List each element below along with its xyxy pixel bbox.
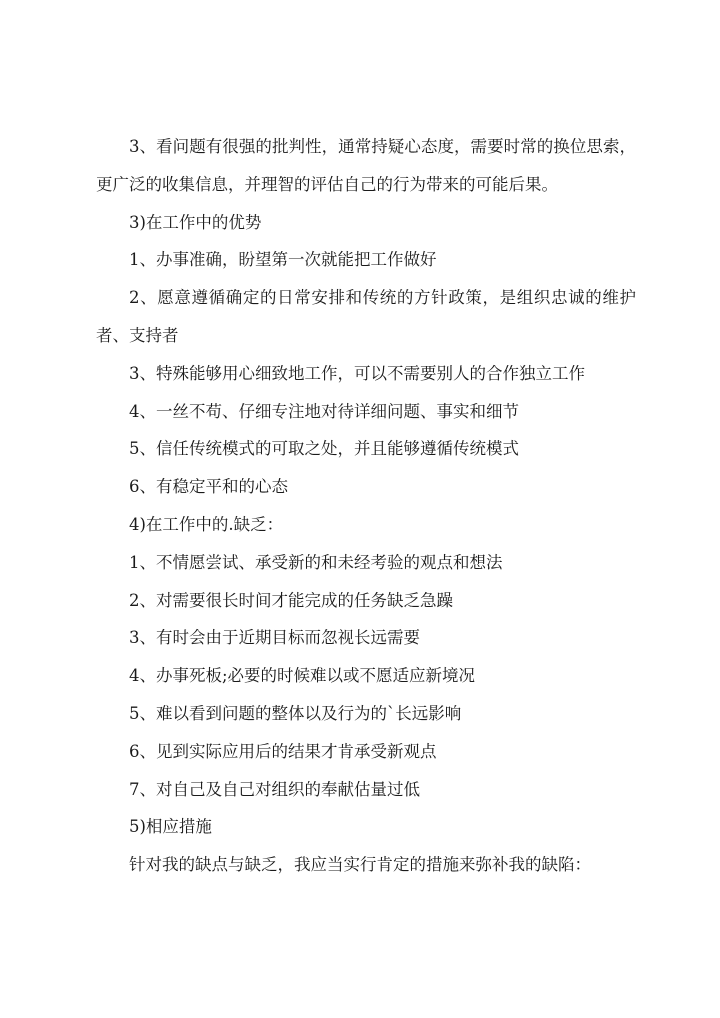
paragraph-measures-intro: 针对我的缺点与缺乏，我应当实行肯定的措施来弥补我的缺陷： xyxy=(129,855,591,875)
weakness-item-6: 6、见到实际应用后的结果才肯承受新观点 xyxy=(129,741,437,761)
heading-measures: 5)相应措施 xyxy=(129,817,212,837)
weakness-item-1: 1、不情愿尝试、承受新的和未经考验的观点和想法 xyxy=(129,552,503,572)
weakness-item-4: 4、办事死板;必要的时候难以或不愿适应新境况 xyxy=(129,666,476,686)
weakness-item-5: 5、难以看到问题的整体以及行为的`长远影响 xyxy=(129,703,462,723)
weakness-item-3: 3、有时会由于近期目标而忽视长远需要 xyxy=(129,628,420,648)
strength-item-1: 1、办事准确，盼望第一次就能把工作做好 xyxy=(129,250,437,270)
strength-item-5: 5、信任传统模式的可取之处，并且能够遵循传统模式 xyxy=(129,439,519,459)
heading-work-weaknesses: 4)在工作中的.缺乏： xyxy=(129,514,284,534)
weakness-item-7: 7、对自己及自己对组织的奉献估量过低 xyxy=(129,779,420,799)
strength-item-3: 3、特殊能够用心细致地工作，可以不需要别人的合作独立工作 xyxy=(129,363,585,383)
strength-item-4: 4、一丝不苟、仔细专注地对待详细问题、事实和细节 xyxy=(129,401,519,421)
heading-work-strengths: 3)在工作中的优势 xyxy=(129,212,262,232)
strength-item-2: 2、愿意遵循确定的日常安排和传统的方针政策，是组织忠诚的维护者、支持者 xyxy=(96,288,636,345)
paragraph-critical-thinking: 3、看问题有很强的批判性，通常持疑心态度，需要时常的换位思索，更广泛的收集信息，并理智的评估自己的行为带来的可能后果。 xyxy=(96,137,636,194)
strength-item-6: 6、有稳定平和的心态 xyxy=(129,477,288,497)
weakness-item-2: 2、对需要很长时间才能完成的任务缺乏急躁 xyxy=(129,590,453,610)
document-body xyxy=(96,128,636,884)
